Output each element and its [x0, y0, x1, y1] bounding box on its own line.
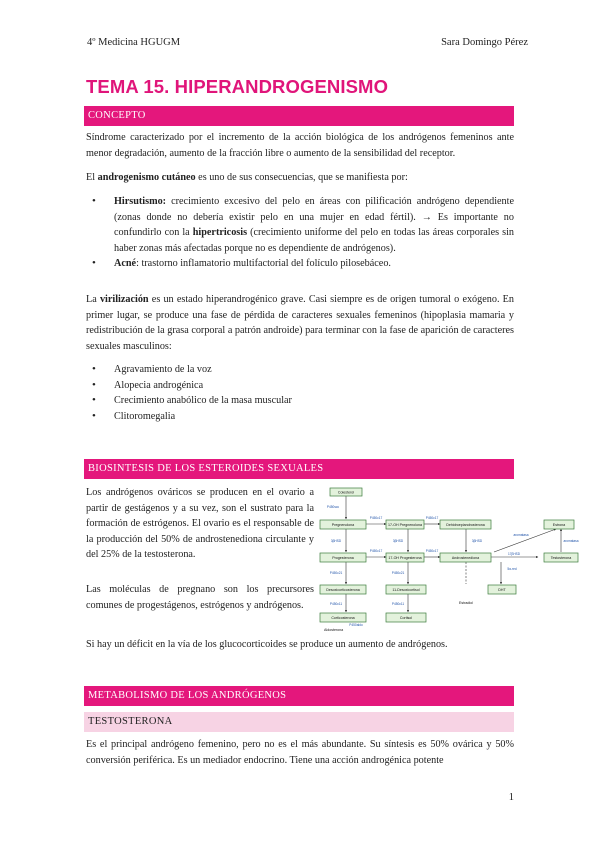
- label-corticosterona: Corticosterona: [331, 616, 355, 620]
- enzyme-aromatasa-b: aromatasa: [563, 539, 579, 543]
- enzyme-aromatasa-a: aromatasa: [513, 533, 529, 537]
- enzyme-c11-a: P450c11: [329, 602, 343, 606]
- enzyme-3bhsd-c: 3βHSD: [471, 539, 483, 543]
- label-pregnenolona: Pregnenolona: [331, 523, 355, 527]
- list-item-acne: • Acné: trastorno inflamatorio multifactorial del folículo pilosebáceo.: [86, 256, 514, 272]
- label-estradiol: Estradiol: [459, 601, 473, 605]
- metabolismo-paragraph-1: Es el principal andrógeno femenino, pero no es el más abundante. Su síntesis es 50% ovárica y 50% conversión periférica. Es un mediador endocrino. Tiene una acción androgénica potente: [86, 739, 514, 766]
- label-testosterona: Testosterona: [550, 556, 572, 560]
- header-right: Sara Domingo Pérez: [441, 37, 528, 48]
- steroidogenesis-diagram: [316, 486, 586, 632]
- enzyme-17bhsd: 17βHSD: [507, 552, 521, 556]
- section-heading-biosintesis: BIOSINTESIS DE LOS ESTEROIDES SEXUALES: [84, 459, 514, 479]
- label-androstenediona: Androstenediona: [451, 556, 480, 560]
- header-left: 4º Medicina HGUGM: [87, 37, 181, 48]
- enzyme-c21-a: P450c21: [329, 571, 343, 575]
- concepto-paragraph-3: La virilización es un estado hiperandrogénico grave. Casi siempre es de origen tumoral o exógeno. En primer lugar, se produce una fase de pérdida de caracteres sexuales femeninos (hipoplasia mamaria y redistribución de la grasa corporal a patrón androide) para terminar con la fase de aparición de caracteres sexuales masculinos:: [86, 294, 515, 352]
- label-dhea: Dehidroepiandrosterona: [446, 523, 485, 527]
- section-heading-metabolismo: METABOLISMO DE LOS ANDRÓGENOS: [84, 686, 514, 706]
- enzyme-c17-c: P450c17: [369, 549, 383, 553]
- list-item: • Clitoromegalia: [86, 409, 514, 425]
- biosintesis-paragraph-2: Las moléculas de pregnano son los precursores comunes de progestágenos, estrógenos y andrógenos.: [86, 584, 314, 611]
- list-item: • Crecimiento anabólico de la masa muscular: [86, 393, 514, 409]
- skin-manifestations-list: [86, 194, 514, 272]
- label-desoxicorticosterona: Desoxicorticosterona: [326, 588, 360, 592]
- enzyme-5a-red: 5α-red: [507, 567, 517, 571]
- label-aldosterona: Aldosterona: [324, 628, 344, 632]
- enzyme-3bhsd-a: 3βHSD: [330, 539, 342, 543]
- label-17oh-progesterona: 17-OH Progesterona: [388, 556, 422, 560]
- enzyme-c17-d: P450c17: [425, 549, 439, 553]
- concepto-paragraph-1: Síndrome caracterizado por el incremento de la acción biológica de los andrógenos femeninos ante menor degradación, aumento de la fracción libre o aumento de la sensibilidad del receptor.: [86, 132, 514, 159]
- virilization-list: [86, 362, 514, 424]
- biosintesis-paragraph-1: Los andrógenos ováricos se producen en el ovario a partir de gestágenos y a su vez, son el sustrato para la formación de estrógenos. El ovario es el responsable de la producción del 50% de androstenediona circulante y del 25% de la testosterona.: [86, 487, 314, 560]
- list-item: • Alopecia androgénica: [86, 378, 514, 394]
- label-colesterol: Colesterol: [337, 490, 355, 495]
- label-cortisol: Cortisol: [399, 616, 413, 620]
- label-17oh-pregnenolona: 17-OH Pregnenolona: [388, 523, 422, 527]
- page-title: TEMA 15. HIPERANDROGENISMO: [86, 76, 389, 97]
- enzyme-c17-b: P450c17: [425, 516, 439, 520]
- biosintesis-paragraph-3: Si hay un déficit en la vía de los glucocorticoides se produce un aumento de andrógenos.: [86, 639, 448, 650]
- enzyme-c17-a: P450c17: [369, 516, 383, 520]
- enzyme-aldo: P450aldo: [349, 623, 363, 627]
- label-progesterona: Progesterona: [332, 556, 354, 560]
- enzyme-c21-b: P450c21: [391, 571, 405, 575]
- section-heading-concepto: CONCEPTO: [84, 106, 514, 126]
- label-dht: DHT: [498, 588, 506, 592]
- label-estrona: Estrona: [552, 523, 566, 527]
- subsection-heading-testosterona: TESTOSTERONA: [84, 712, 514, 732]
- enzyme-c11-b: P450c11: [391, 602, 405, 606]
- label-11-desoxicortisol: 11-Desoxicortisol: [392, 588, 420, 592]
- enzyme-p450scc: P450scc: [326, 505, 340, 509]
- list-item-hirsutismo: • Hirsutismo: crecimiento excesivo del pelo en áreas con pilificación andrógeno dependiente (zonas donde no debería existir pelo en una mujer en edad fértil). → Es importante no confundirlo con la hipertricosis (crecimiento uniforme del pelo en todas las áreas corporales sin haber zonas más afectadas porque no es dependiente de andrógenos).: [86, 194, 514, 256]
- concepto-paragraph-2: El androgenismo cutáneo es uno de sus consecuencias, que se manifiesta por:: [86, 172, 408, 183]
- page-number: 1: [508, 792, 514, 803]
- list-item: • Agravamiento de la voz: [86, 362, 514, 378]
- enzyme-3bhsd-b: 3βHSD: [392, 539, 404, 543]
